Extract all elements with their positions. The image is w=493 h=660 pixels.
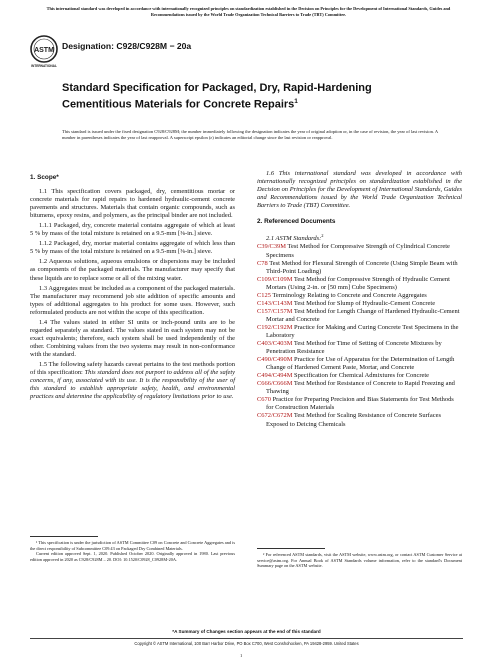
left-column bbox=[30, 170, 235, 403]
para-1-1: 1.1 This specification covers packaged, dry, cementitious mortar or concrete materials for rapid repairs to hardened hydraulic-cement concrete pavements and structures. Materials that contain organic compounds, such as bitumens, epoxy resins, and polymers, as the principal binder are not included. bbox=[30, 188, 235, 220]
reference-item bbox=[257, 243, 462, 259]
reference-title: Specification for Chemical Admixtures for Concrete bbox=[294, 372, 429, 380]
reference-code-link[interactable]: C39/C39M bbox=[257, 243, 286, 251]
para-1-5 bbox=[30, 361, 235, 401]
para-1-1-2: 1.1.2 Packaged, dry, mortar material contains aggregate of which less than 5 % by mass of the total mixture is retained on a 9.5-mm [⅜-in.] sieve. bbox=[30, 240, 235, 256]
title-footnote-mark: 1 bbox=[294, 98, 298, 105]
reference-item bbox=[257, 356, 462, 372]
footnote-1 bbox=[30, 540, 235, 562]
reference-item bbox=[257, 380, 462, 396]
reference-title: Terminology Relating to Concrete and Concrete Aggregates bbox=[272, 291, 427, 299]
reference-item bbox=[257, 340, 462, 356]
para-1-5-lead: 1.5 The following safety hazards caveat pertains to the test methods portion of this specification: bbox=[30, 360, 235, 377]
para-1-3: 1.3 Aggregates must be included as a component of the packaged materials. The manufacturer may recommend job site addition of specific amounts and types of additional aggregates to his product for some uses. However, such reformulated products are not within the scope of this specification. bbox=[30, 284, 235, 316]
reference-item bbox=[257, 396, 462, 412]
para-1-4: 1.4 The values stated in either SI units or inch-pound units are to be regarded separately as standard. The values stated in each system may not be exact equivalents; therefore, each system shall be used independently of the other. Combining values from the two systems may result in non-conformance with the standard. bbox=[30, 318, 235, 358]
footnote-1-text: ¹ This specification is under the jurisdiction of ASTM Committee C09 on Concrete and Concrete Aggregates and is the direct responsibility of Subcommittee C09.43 on Packaged Dry Combined Materials. bbox=[30, 540, 235, 551]
designation: Designation: C928/C928M − 20a bbox=[62, 41, 192, 51]
reference-title: Test Method for Compressive Strength of Hydraulic Cement Mortars (Using 2-in. or [50 mm] Cube Specimens) bbox=[266, 275, 450, 291]
reference-item bbox=[257, 324, 462, 340]
astm-standards-label: 2.1 ASTM Standards: bbox=[266, 235, 322, 243]
reference-code-link[interactable]: C125 bbox=[257, 291, 271, 299]
reference-item bbox=[257, 412, 462, 428]
title-text: Standard Specification for Packaged, Dry, Rapid-Hardening Cementitious Materials for Concrete Repairs bbox=[62, 82, 372, 111]
reference-code-link[interactable]: C143/C143M bbox=[257, 299, 293, 307]
safety-caveat: This standard does not purport to address all of the safety concerns, if any, associated with its use. It is the responsibility of the user of this standard to establish appropriate safety, health, and environmental practices and determine the applicability of regulatory limitations prior to use. bbox=[30, 369, 235, 401]
bottom-rule bbox=[30, 638, 463, 639]
issuance-note: This standard is issued under the fixed designation C928/C928M; the number immediately following the designation indicates the year of original adoption or, in the case of revision, the year of last revision. A number in parentheses indicates the year of last reapproval. A superscript epsilon (ε) indicates an editorial change since the last revision or reapproval. bbox=[62, 129, 438, 140]
reference-code-link[interactable]: C670 bbox=[257, 396, 271, 404]
para-1-2: 1.2 Aqueous solutions, aqueous emulsions or dispersions may be included as components of the packaged materials. The manufacturer may specify that these liquids are to replace some or all of the mixing water. bbox=[30, 258, 235, 282]
reference-code-link[interactable]: C157/C157M bbox=[257, 307, 293, 315]
copyright-line: Copyright © ASTM International, 100 Barr Harbor Drive, PO Box C700, West Conshohocken, PA 19428-2959. United States bbox=[134, 641, 359, 646]
reference-title: Test Method for Scaling Resistance of Concrete Surfaces Exposed to Deicing Chemicals bbox=[266, 412, 441, 428]
footnote-rule bbox=[30, 536, 98, 537]
reference-list bbox=[257, 243, 462, 428]
svg-text:ASTM: ASTM bbox=[34, 47, 54, 54]
reference-title: Test Method for Slump of Hydraulic-Cement Concrete bbox=[293, 299, 436, 307]
page-number: 1 bbox=[240, 653, 243, 658]
reference-title: Test Method for Length Change of Hardened Hydraulic-Cement Mortar and Concrete bbox=[266, 307, 460, 323]
reference-code-link[interactable]: C192/C192M bbox=[257, 323, 293, 331]
footnote-rule-right bbox=[257, 548, 325, 549]
reference-title: Test Method for Flexural Strength of Concrete (Using Simple Beam with Third-Point Loading) bbox=[266, 259, 458, 275]
scope-heading: 1. Scope* bbox=[30, 174, 59, 181]
reference-code-link[interactable]: C666/C666M bbox=[257, 380, 293, 388]
summary-of-changes-note: *A Summary of Changes section appears at the end of this standard bbox=[172, 629, 321, 634]
reference-item bbox=[257, 308, 462, 324]
footnote-2: ² For referenced ASTM standards, visit the ASTM website, www.astm.org, or contact ASTM Customer Service at service@astm.org. For Annual Book of ASTM Standards volume information, refer to the standard's Document Summary page on the ASTM website. bbox=[257, 552, 462, 569]
reference-title: Test Method for Compressive Strength of Cylindrical Concrete Specimens bbox=[266, 243, 450, 259]
reference-item bbox=[257, 292, 462, 300]
reference-title: Practice for Use of Apparatus for the Determination of Length Change of Hardened Cement Paste, Mortar, and Concrete bbox=[266, 356, 455, 372]
reference-item bbox=[257, 276, 462, 292]
reference-code-link[interactable]: C78 bbox=[257, 259, 268, 267]
top-notice: This international standard was developed in accordance with internationally recognized principles on standardization established in the Decision on Principles for the Development of International Standards, Guides and Recommendations issued by the World Trade Organization Technical Barriers to Trade (TBT) Committee. bbox=[46, 6, 451, 17]
reference-code-link[interactable]: C494/C494M bbox=[257, 372, 293, 380]
reference-code-link[interactable]: C672/C672M bbox=[257, 412, 293, 420]
footnote-1-edition: Current edition approved Sept. 1, 2020. Published October 2020. Originally approved in 1980. Last previous edition approved in 2020 as C928/C928M – 20. DOI: 10.1520/C0928_C0928M-20A. bbox=[30, 551, 235, 562]
reference-title: Test Method for Time of Setting of Concrete Mixtures by Penetration Resistance bbox=[266, 340, 442, 356]
reference-title: Test Method for Resistance of Concrete to Rapid Freezing and Thawing bbox=[266, 380, 455, 396]
reference-code-link[interactable]: C403/C403M bbox=[257, 340, 293, 348]
astm-standards-subheading bbox=[257, 232, 462, 243]
reference-title: Practice for Preparing Precision and Bias Statements for Test Methods for Construction Materials bbox=[266, 396, 454, 412]
reference-item bbox=[257, 372, 462, 380]
para-1-6: 1.6 This international standard was developed in accordance with internationally recognized principles on standardization established in the Decision on Principles for the Development of International Standards, Guides and Recommendations issued by the World Trade Organization Technical Barriers to Trade (TBT) Committee. bbox=[257, 170, 462, 210]
referenced-documents-heading: 2. Referenced Documents bbox=[257, 218, 336, 226]
reference-code-link[interactable]: C109/C109M bbox=[257, 275, 293, 283]
right-column bbox=[257, 170, 462, 429]
para-1-1-1: 1.1.1 Packaged, dry, concrete material contains aggregate of which at least 5 % by mass of the total mixture is retained on a 9.5-mm [⅜-in.] sieve. bbox=[30, 222, 235, 238]
reference-item bbox=[257, 300, 462, 308]
astm-footnote-mark: 2 bbox=[321, 233, 324, 239]
document-title bbox=[62, 82, 442, 112]
astm-logo-icon bbox=[29, 34, 59, 70]
reference-title: Practice for Making and Curing Concrete Test Specimens in the Laboratory bbox=[266, 323, 459, 339]
reference-item bbox=[257, 260, 462, 276]
reference-code-link[interactable]: C490/C490M bbox=[257, 356, 293, 364]
logo-text: INTERNATIONAL bbox=[31, 64, 57, 68]
